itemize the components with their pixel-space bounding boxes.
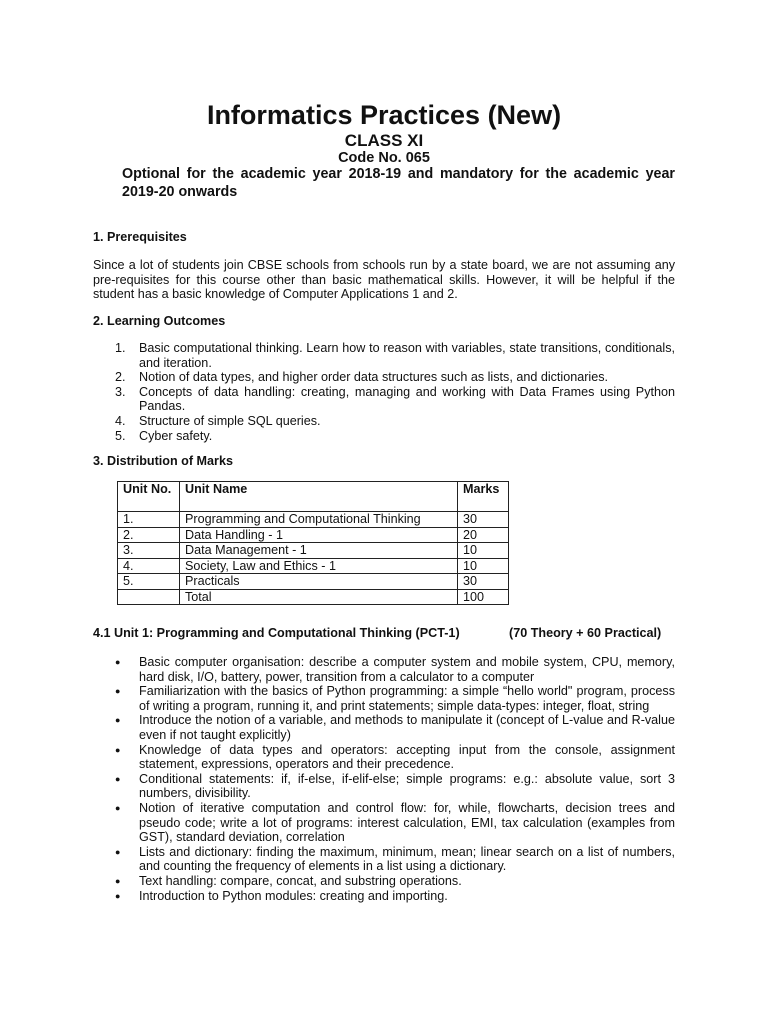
list-item bbox=[115, 414, 675, 429]
list-item-text: Introduce the notion of a variable, and methods to manipulate it (concept of L-value and R-value even if not taught explicitly) bbox=[139, 713, 675, 742]
unit1-topics-list bbox=[115, 655, 675, 903]
list-item-text: Basic computational thinking. Learn how to reason with variables, state transitions, conditionals, and iteration. bbox=[139, 341, 675, 370]
column-header: Marks bbox=[458, 482, 509, 512]
table-row bbox=[118, 527, 509, 543]
table-row bbox=[118, 558, 509, 574]
table-cell bbox=[118, 589, 180, 605]
list-item-text: Conditional statements: if, if-else, if-elif-else; simple programs: e.g.: absolute value, sort 3 numbers, divisibility. bbox=[139, 771, 675, 801]
bullet-icon: ● bbox=[115, 744, 121, 755]
list-item bbox=[115, 385, 675, 414]
bullet-icon: ● bbox=[115, 875, 121, 886]
list-item-text: Knowledge of data types and operators: accepting input from the console, assignment statement, expressions, operators and their precedence. bbox=[139, 742, 675, 772]
table-cell: 5. bbox=[118, 574, 180, 590]
page-title: Informatics Practices (New) bbox=[206, 100, 562, 130]
table-row bbox=[118, 512, 509, 528]
bullet-icon: ● bbox=[115, 715, 121, 726]
unit1-hours: (70 Theory + 60 Practical) bbox=[509, 626, 662, 640]
prerequisites-text: Since a lot of students join CBSE schools from schools run by a state board, we are not assuming any pre-requisites for this course other than basic mathematical skills. However, it will be helpful if the student has a basic knowledge of Computer Applications 1 and 2. bbox=[93, 258, 675, 302]
list-item bbox=[115, 743, 675, 772]
list-item bbox=[115, 801, 675, 845]
list-item bbox=[115, 684, 675, 713]
course-code: Code No. 065 bbox=[338, 150, 430, 166]
optional-note: Optional for the academic year 2018-19 and mandatory for the academic year 2019-20 onwards bbox=[122, 166, 675, 200]
bullet-icon: ● bbox=[115, 773, 121, 784]
list-item-text: Cyber safety. bbox=[139, 428, 213, 443]
list-item bbox=[115, 429, 675, 444]
list-item-text: Concepts of data handling: creating, managing and working with Data Frames using Python Pandas. bbox=[139, 384, 675, 414]
marks-table bbox=[117, 481, 509, 605]
bullet-icon: ● bbox=[115, 890, 121, 901]
list-item-text: Notion of iterative computation and control flow: for, while, flowcharts, decision trees and pseudo code; write a lot of programs: interest calculation, EMI, tax calculation (examples from GST), standard deviation, correlation bbox=[139, 800, 675, 845]
table-cell: 10 bbox=[458, 558, 509, 574]
table-cell: 100 bbox=[458, 589, 509, 605]
table-cell: Data Handling - 1 bbox=[180, 527, 458, 543]
table-row bbox=[118, 543, 509, 559]
table-cell: 4. bbox=[118, 558, 180, 574]
list-item-text: Notion of data types, and higher order data structures such as lists, and dictionaries. bbox=[139, 370, 609, 385]
distribution-heading: 3. Distribution of Marks bbox=[93, 454, 233, 468]
bullet-icon: ● bbox=[115, 657, 121, 667]
table-cell: 10 bbox=[458, 543, 509, 559]
list-item-text: Basic computer organisation: describe a computer system and mobile system, CPU, memory, hard disk, I/O, battery, power, transition from a calculator to a computer bbox=[139, 655, 675, 684]
list-item-number: 2. bbox=[115, 370, 126, 385]
list-item bbox=[115, 889, 675, 904]
list-item-number: 4. bbox=[115, 413, 126, 428]
list-item bbox=[115, 341, 675, 370]
unit1-title: 4.1 Unit 1: Programming and Computational Thinking (PCT-1) bbox=[93, 626, 460, 640]
table-cell: 2. bbox=[118, 527, 180, 543]
list-item bbox=[115, 845, 675, 874]
table-cell: 30 bbox=[458, 574, 509, 590]
list-item bbox=[115, 655, 675, 684]
list-item-number: 1. bbox=[115, 341, 126, 355]
list-item-text: Familiarization with the basics of Python programming: a simple “hello world" program, process of writing a program, running it, and print statements; simple data-types: integer, float, string bbox=[139, 684, 675, 713]
bullet-icon: ● bbox=[115, 802, 121, 813]
list-item-text: Lists and dictionary: finding the maximum, minimum, mean; linear search on a list of numbers, and counting the frequency of elements in a list using a dictionary. bbox=[139, 844, 675, 874]
table-header-row bbox=[118, 482, 509, 512]
list-item-number: 3. bbox=[115, 384, 126, 399]
class-label: CLASS XI bbox=[344, 131, 424, 150]
prerequisites-heading: 1. Prerequisites bbox=[93, 230, 187, 244]
list-item-number: 5. bbox=[115, 428, 126, 443]
column-header: Unit No. bbox=[118, 482, 180, 512]
table-cell: 3. bbox=[118, 543, 180, 559]
column-header: Unit Name bbox=[180, 482, 458, 512]
learning-outcomes-heading: 2. Learning Outcomes bbox=[93, 314, 226, 328]
list-item bbox=[115, 874, 675, 889]
bullet-icon: ● bbox=[115, 686, 121, 697]
table-cell: Data Management - 1 bbox=[180, 543, 458, 559]
table-row-total bbox=[118, 589, 509, 605]
table-cell: 1. bbox=[118, 512, 180, 528]
list-item-text: Text handling: compare, concat, and substring operations. bbox=[139, 873, 462, 888]
table-cell: 20 bbox=[458, 527, 509, 543]
unit1-heading bbox=[93, 626, 673, 641]
list-item bbox=[115, 370, 675, 385]
bullet-icon: ● bbox=[115, 846, 121, 857]
table-cell: Society, Law and Ethics - 1 bbox=[180, 558, 458, 574]
table-cell: Practicals bbox=[180, 574, 458, 590]
learning-outcomes-list bbox=[115, 341, 675, 443]
table-cell: Total bbox=[180, 589, 458, 605]
table-cell: 30 bbox=[458, 512, 509, 528]
table-cell: Programming and Computational Thinking bbox=[180, 512, 458, 528]
table-row bbox=[118, 574, 509, 590]
list-item-text: Introduction to Python modules: creating and importing. bbox=[139, 888, 448, 903]
list-item bbox=[115, 713, 675, 742]
list-item-text: Structure of simple SQL queries. bbox=[139, 413, 321, 428]
list-item bbox=[115, 772, 675, 801]
